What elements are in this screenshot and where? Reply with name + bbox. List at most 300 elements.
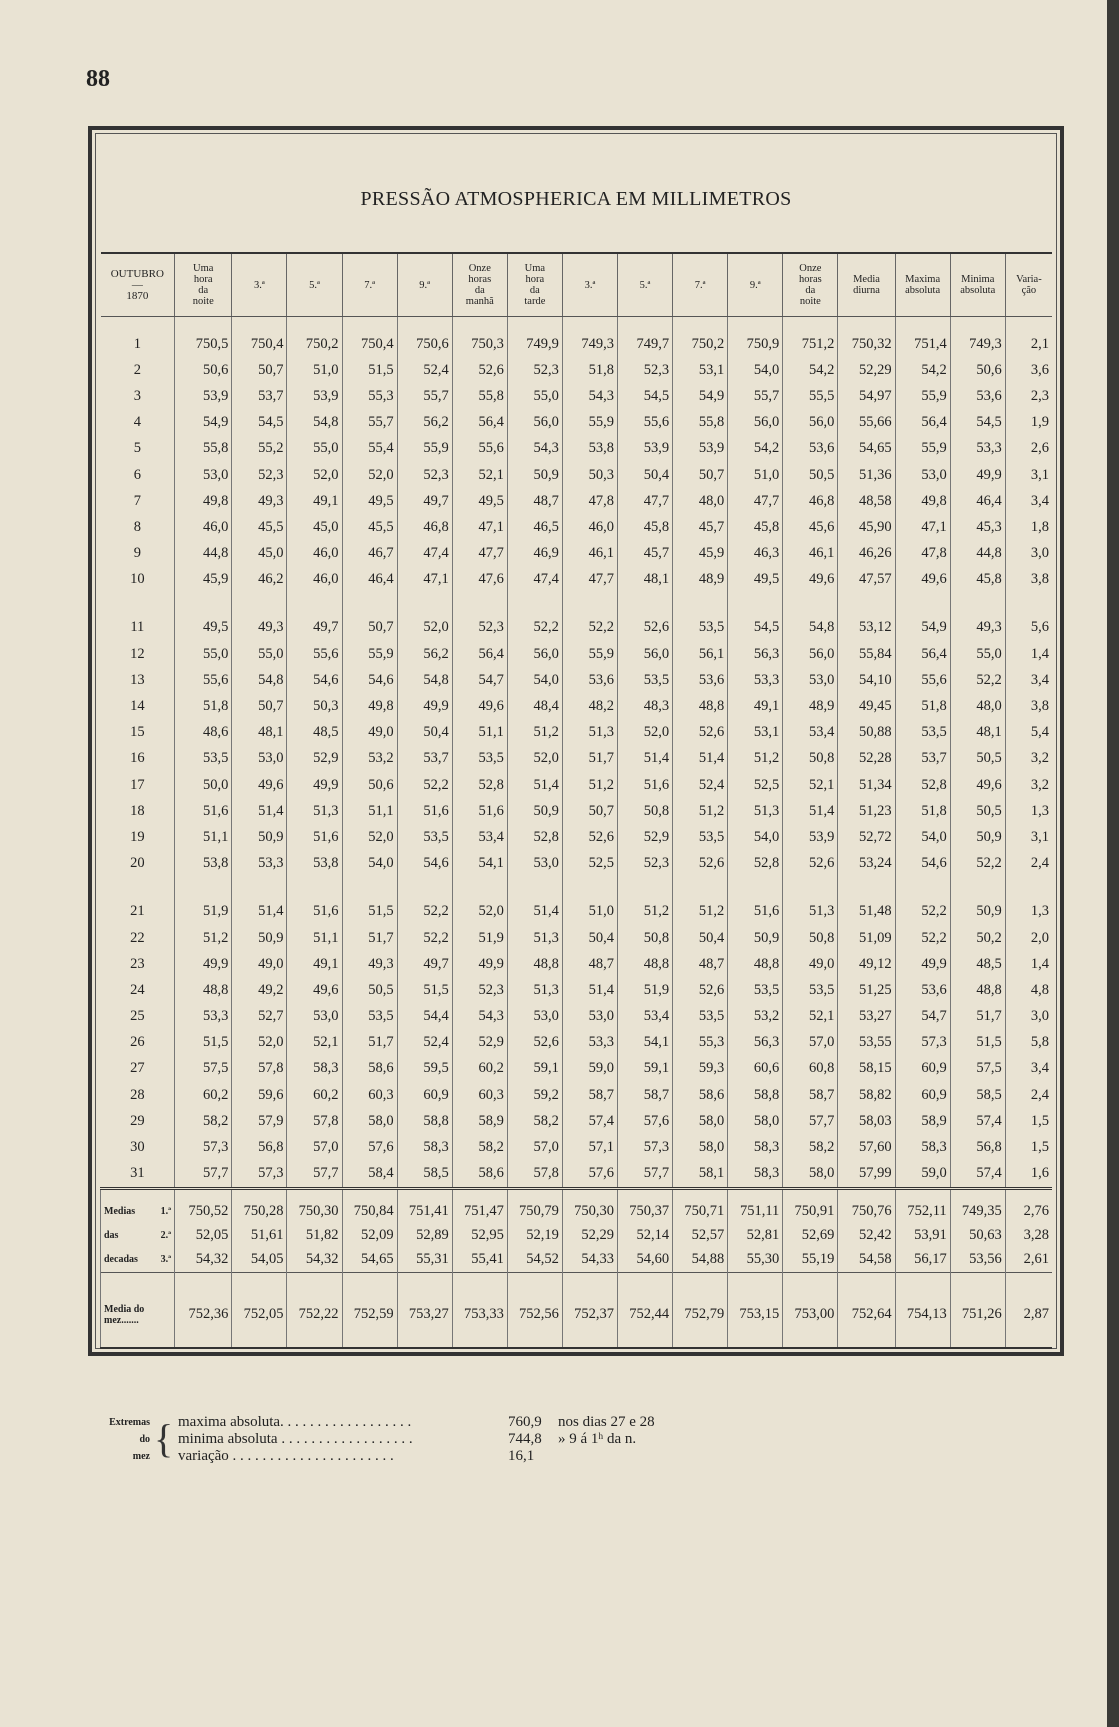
value-cell: 57,7 xyxy=(175,1161,232,1189)
decade-value-cell: 3,28 xyxy=(1005,1224,1052,1248)
value-cell: 51,6 xyxy=(287,877,342,925)
value-cell: 49,3 xyxy=(232,593,287,641)
value-cell: 58,6 xyxy=(452,1161,507,1189)
extreme-label: minima absoluta . . . . . . . . . . . . . . . . . . xyxy=(178,1431,413,1447)
day-cell: 18 xyxy=(130,802,145,819)
decade-value-cell: 54,88 xyxy=(673,1248,728,1273)
value-cell: 60,2 xyxy=(287,1082,342,1108)
value-cell: 54,0 xyxy=(728,357,783,383)
value-cell: 57,9 xyxy=(232,1108,287,1134)
value-cell: 48,5 xyxy=(950,951,1005,977)
value-cell: 57,4 xyxy=(950,1161,1005,1189)
value-cell: 55,3 xyxy=(673,1030,728,1056)
value-cell: 52,3 xyxy=(232,462,287,488)
extreme-value: 16,1 xyxy=(508,1448,535,1464)
value-cell: 46,2 xyxy=(232,567,287,593)
book-edge xyxy=(1107,0,1119,1727)
column-header-line: Onze xyxy=(468,263,491,274)
value-cell: 54,5 xyxy=(728,593,783,641)
table-row xyxy=(101,877,1053,925)
value-cell: 53,27 xyxy=(838,1004,895,1030)
table-row xyxy=(101,410,1053,436)
value-cell: 58,7 xyxy=(783,1082,838,1108)
value-cell: 750,5 xyxy=(175,317,232,358)
value-cell: 56,8 xyxy=(950,1134,1005,1160)
value-cell: 60,9 xyxy=(895,1056,950,1082)
value-cell: 58,2 xyxy=(507,1108,562,1134)
value-cell: 59,0 xyxy=(895,1161,950,1189)
decade-value-cell: 53,56 xyxy=(950,1248,1005,1273)
day-cell: 25 xyxy=(130,1008,145,1025)
value-cell: 51,3 xyxy=(783,877,838,925)
value-cell: 53,3 xyxy=(728,667,783,693)
column-header-line: hora xyxy=(525,274,545,285)
value-cell: 50,5 xyxy=(950,798,1005,824)
column-header-line: Uma xyxy=(524,263,546,274)
column-header-line: Media xyxy=(853,274,880,285)
value-cell: 54,6 xyxy=(342,667,397,693)
value-cell: 50,7 xyxy=(562,798,617,824)
value-cell: 53,6 xyxy=(950,383,1005,409)
value-cell: 56,8 xyxy=(232,1134,287,1160)
extreme-row xyxy=(178,1431,636,1448)
decade-value-cell: 52,42 xyxy=(838,1224,895,1248)
value-cell: 49,6 xyxy=(287,977,342,1003)
value-cell: 49,5 xyxy=(175,593,232,641)
value-cell: 52,2 xyxy=(397,772,452,798)
value-cell: 52,0 xyxy=(342,824,397,850)
decade-label-cell xyxy=(101,1224,175,1248)
day-cell: 28 xyxy=(130,1086,145,1103)
value-cell: 50,3 xyxy=(562,462,617,488)
value-cell: 3,6 xyxy=(1005,357,1052,383)
column-header-line: horas xyxy=(798,274,822,285)
value-cell: 46,3 xyxy=(728,541,783,567)
decade-value-cell: 752,11 xyxy=(895,1188,950,1224)
decade-side-text: Medias xyxy=(104,1206,136,1218)
table-row xyxy=(101,593,1053,641)
value-cell: 52,5 xyxy=(728,772,783,798)
value-cell: 53,2 xyxy=(728,1004,783,1030)
column-header-line: absoluta xyxy=(905,285,941,296)
value-cell: 54,0 xyxy=(728,824,783,850)
value-cell: 56,0 xyxy=(728,410,783,436)
value-cell: 56,4 xyxy=(895,641,950,667)
month-mean-cell: 751,26 xyxy=(950,1272,1005,1348)
value-cell: 55,7 xyxy=(342,410,397,436)
value-cell: 58,7 xyxy=(618,1082,673,1108)
value-cell: 51,8 xyxy=(562,357,617,383)
day-cell: 10 xyxy=(130,571,145,588)
value-cell: 52,6 xyxy=(673,720,728,746)
value-cell: 1,4 xyxy=(1005,951,1052,977)
value-cell: 53,5 xyxy=(452,746,507,772)
column-header-line: 5.ª xyxy=(639,279,651,291)
value-cell: 51,4 xyxy=(562,977,617,1003)
value-cell: 58,3 xyxy=(397,1134,452,1160)
value-cell: 53,0 xyxy=(507,1004,562,1030)
value-cell: 49,9 xyxy=(452,951,507,977)
value-cell: 52,8 xyxy=(507,824,562,850)
value-cell: 50,88 xyxy=(838,720,895,746)
value-cell: 51,2 xyxy=(728,746,783,772)
table-row xyxy=(101,925,1053,951)
value-cell: 51,4 xyxy=(673,746,728,772)
value-cell: 51,0 xyxy=(728,462,783,488)
value-cell: 51,6 xyxy=(397,798,452,824)
month-mean-cell: 753,00 xyxy=(783,1272,838,1348)
month-mean-label-line: Media do xyxy=(104,1303,145,1315)
month-mean-label xyxy=(101,1272,175,1348)
value-cell: 48,0 xyxy=(673,488,728,514)
value-cell: 51,4 xyxy=(507,877,562,925)
value-cell: 53,0 xyxy=(232,746,287,772)
value-cell: 1,5 xyxy=(1005,1134,1052,1160)
value-cell: 49,5 xyxy=(452,488,507,514)
value-cell: 57,5 xyxy=(950,1056,1005,1082)
value-cell: 51,4 xyxy=(618,746,673,772)
value-cell: 54,6 xyxy=(895,851,950,877)
value-cell: 56,2 xyxy=(397,410,452,436)
value-cell: 58,8 xyxy=(397,1108,452,1134)
day-cell: 30 xyxy=(130,1139,145,1156)
value-cell: 4,8 xyxy=(1005,977,1052,1003)
value-cell: 52,1 xyxy=(783,772,838,798)
extreme-note: » 9 á 1ʰ da n. xyxy=(558,1431,637,1447)
table-row xyxy=(101,383,1053,409)
value-cell: 2,3 xyxy=(1005,383,1052,409)
value-cell: 60,3 xyxy=(452,1082,507,1108)
value-cell: 45,5 xyxy=(232,514,287,540)
value-cell: 50,8 xyxy=(618,925,673,951)
value-cell: 58,0 xyxy=(728,1108,783,1134)
value-cell: 49,45 xyxy=(838,693,895,719)
column-header xyxy=(287,253,342,317)
decade-side-text: das xyxy=(104,1230,119,1242)
value-cell: 58,2 xyxy=(452,1134,507,1160)
value-cell: 58,3 xyxy=(728,1161,783,1189)
day-cell: 8 xyxy=(133,518,141,535)
value-cell: 57,4 xyxy=(950,1108,1005,1134)
decade-value-cell: 52,29 xyxy=(562,1224,617,1248)
value-cell: 56,4 xyxy=(895,410,950,436)
value-cell: 48,1 xyxy=(618,567,673,593)
column-header-line: noite xyxy=(799,296,821,307)
extremes-side-label xyxy=(98,1414,150,1465)
value-cell: 52,1 xyxy=(452,462,507,488)
decade-value-cell: 52,09 xyxy=(342,1224,397,1248)
value-cell: 54,9 xyxy=(175,410,232,436)
value-cell: 54,10 xyxy=(838,667,895,693)
value-cell: 52,72 xyxy=(838,824,895,850)
day-cell: 22 xyxy=(130,929,145,946)
value-cell: 54,2 xyxy=(783,357,838,383)
value-cell: 55,9 xyxy=(562,641,617,667)
value-cell: 50,9 xyxy=(507,798,562,824)
value-cell: 52,6 xyxy=(673,851,728,877)
month-mean-cell: 752,56 xyxy=(507,1272,562,1348)
value-cell: 49,5 xyxy=(342,488,397,514)
decade-value-cell: 751,11 xyxy=(728,1188,783,1224)
column-header xyxy=(397,253,452,317)
value-cell: 51,5 xyxy=(175,1030,232,1056)
value-cell: 53,9 xyxy=(673,436,728,462)
decade-value-cell: 55,30 xyxy=(728,1248,783,1273)
value-cell: 51,09 xyxy=(838,925,895,951)
value-cell: 50,0 xyxy=(175,772,232,798)
extremes-side-line: Extremas xyxy=(109,1417,150,1428)
extremes-side-line: mez xyxy=(132,1451,150,1462)
value-cell: 59,3 xyxy=(673,1056,728,1082)
value-cell: 52,6 xyxy=(562,824,617,850)
value-cell: 49,2 xyxy=(232,977,287,1003)
day-cell: 20 xyxy=(130,855,145,872)
value-cell: 55,0 xyxy=(507,383,562,409)
value-cell: 47,1 xyxy=(452,514,507,540)
value-cell: 58,4 xyxy=(342,1161,397,1189)
value-cell: 48,9 xyxy=(783,693,838,719)
value-cell: 56,2 xyxy=(397,641,452,667)
decade-value-cell: 750,52 xyxy=(175,1188,232,1224)
column-header-line: diurna xyxy=(853,285,880,296)
decade-value-cell: 54,32 xyxy=(175,1248,232,1273)
value-cell: 57,8 xyxy=(287,1108,342,1134)
table-row xyxy=(101,317,1053,358)
value-cell: 52,9 xyxy=(287,746,342,772)
column-header-line: 5.ª xyxy=(309,279,320,291)
value-cell: 46,26 xyxy=(838,541,895,567)
value-cell: 49,0 xyxy=(783,951,838,977)
decade-value-cell: 54,65 xyxy=(342,1248,397,1273)
extremes-side-line: do xyxy=(139,1434,150,1445)
table-row xyxy=(101,746,1053,772)
value-cell: 48,8 xyxy=(507,951,562,977)
decade-value-cell: 52,89 xyxy=(397,1224,452,1248)
day-cell: 7 xyxy=(133,492,141,509)
decade-value-cell: 55,41 xyxy=(452,1248,507,1273)
column-header-line: 3.ª xyxy=(584,279,596,291)
value-cell: 55,8 xyxy=(673,410,728,436)
header-month-line: 1870 xyxy=(126,289,149,302)
value-cell: 59,6 xyxy=(232,1082,287,1108)
table-row xyxy=(101,1056,1053,1082)
value-cell: 50,5 xyxy=(950,746,1005,772)
value-cell: 51,6 xyxy=(175,798,232,824)
value-cell: 1,3 xyxy=(1005,877,1052,925)
value-cell: 51,6 xyxy=(452,798,507,824)
value-cell: 49,7 xyxy=(397,951,452,977)
extremes-brace: { xyxy=(154,1416,174,1461)
value-cell: 59,1 xyxy=(618,1056,673,1082)
day-cell: 4 xyxy=(133,414,141,431)
value-cell: 50,2 xyxy=(950,925,1005,951)
value-cell: 53,5 xyxy=(783,977,838,1003)
value-cell: 57,0 xyxy=(507,1134,562,1160)
value-cell: 47,7 xyxy=(452,541,507,567)
decade-value-cell: 54,60 xyxy=(618,1248,673,1273)
value-cell: 53,4 xyxy=(452,824,507,850)
value-cell: 51,8 xyxy=(175,693,232,719)
value-cell: 50,9 xyxy=(950,877,1005,925)
value-cell: 749,3 xyxy=(950,317,1005,358)
value-cell: 56,4 xyxy=(452,410,507,436)
value-cell: 52,3 xyxy=(507,357,562,383)
table-row xyxy=(101,541,1053,567)
value-cell: 55,7 xyxy=(728,383,783,409)
value-cell: 51,25 xyxy=(838,977,895,1003)
value-cell: 50,7 xyxy=(232,693,287,719)
value-cell: 51,2 xyxy=(673,877,728,925)
value-cell: 48,5 xyxy=(287,720,342,746)
value-cell: 750,2 xyxy=(673,317,728,358)
value-cell: 50,8 xyxy=(618,798,673,824)
value-cell: 55,6 xyxy=(618,410,673,436)
value-cell: 47,57 xyxy=(838,567,895,593)
table-row xyxy=(101,977,1053,1003)
table-row xyxy=(101,951,1053,977)
decade-value-cell: 54,32 xyxy=(287,1248,342,1273)
value-cell: 46,8 xyxy=(397,514,452,540)
value-cell: 47,4 xyxy=(507,567,562,593)
value-cell: 51,3 xyxy=(507,977,562,1003)
value-cell: 48,0 xyxy=(950,693,1005,719)
value-cell: 57,6 xyxy=(618,1108,673,1134)
value-cell: 751,4 xyxy=(895,317,950,358)
value-cell: 57,4 xyxy=(562,1108,617,1134)
value-cell: 49,3 xyxy=(232,488,287,514)
value-cell: 58,0 xyxy=(783,1161,838,1189)
value-cell: 50,6 xyxy=(342,772,397,798)
value-cell: 5,4 xyxy=(1005,720,1052,746)
value-cell: 54,9 xyxy=(895,593,950,641)
value-cell: 53,55 xyxy=(838,1030,895,1056)
value-cell: 51,6 xyxy=(728,877,783,925)
value-cell: 57,3 xyxy=(175,1134,232,1160)
value-cell: 57,3 xyxy=(895,1030,950,1056)
value-cell: 51,2 xyxy=(562,772,617,798)
table-row xyxy=(101,1134,1053,1160)
day-cell: 16 xyxy=(130,750,145,767)
value-cell: 48,7 xyxy=(673,951,728,977)
value-cell: 51,3 xyxy=(728,798,783,824)
value-cell: 51,7 xyxy=(562,746,617,772)
value-cell: 53,3 xyxy=(950,436,1005,462)
value-cell: 49,8 xyxy=(895,488,950,514)
value-cell: 750,2 xyxy=(287,317,342,358)
value-cell: 52,0 xyxy=(397,593,452,641)
value-cell: 46,0 xyxy=(175,514,232,540)
decade-value-cell: 52,69 xyxy=(783,1224,838,1248)
value-cell: 47,1 xyxy=(397,567,452,593)
value-cell: 49,0 xyxy=(342,720,397,746)
value-cell: 51,5 xyxy=(342,877,397,925)
value-cell: 750,9 xyxy=(728,317,783,358)
value-cell: 57,5 xyxy=(175,1056,232,1082)
decade-number: 3.ª xyxy=(160,1254,172,1266)
value-cell: 49,12 xyxy=(838,951,895,977)
value-cell: 52,2 xyxy=(895,925,950,951)
column-header-line: 9.ª xyxy=(749,279,761,291)
table-row xyxy=(101,462,1053,488)
decade-value-cell: 750,76 xyxy=(838,1188,895,1224)
value-cell: 57,8 xyxy=(232,1056,287,1082)
value-cell: 52,28 xyxy=(838,746,895,772)
value-cell: 51,7 xyxy=(950,1004,1005,1030)
value-cell: 44,8 xyxy=(950,541,1005,567)
value-cell: 59,1 xyxy=(507,1056,562,1082)
value-cell: 47,7 xyxy=(562,567,617,593)
month-mean-cell: 752,36 xyxy=(175,1272,232,1348)
value-cell: 54,6 xyxy=(287,667,342,693)
day-cell: 26 xyxy=(130,1034,145,1051)
value-cell: 46,0 xyxy=(562,514,617,540)
value-cell: 49,8 xyxy=(175,488,232,514)
column-header xyxy=(232,253,287,317)
column-header-line: 9.ª xyxy=(419,279,431,291)
value-cell: 45,90 xyxy=(838,514,895,540)
day-cell: 6 xyxy=(133,466,141,483)
column-header xyxy=(950,253,1005,317)
value-cell: 51,6 xyxy=(618,772,673,798)
value-cell: 56,0 xyxy=(783,410,838,436)
value-cell: 46,1 xyxy=(562,541,617,567)
page-number: 88 xyxy=(86,66,110,92)
month-mean-cell: 752,59 xyxy=(342,1272,397,1348)
value-cell: 46,8 xyxy=(783,488,838,514)
value-cell: 51,4 xyxy=(232,877,287,925)
value-cell: 52,1 xyxy=(287,1030,342,1056)
value-cell: 1,5 xyxy=(1005,1108,1052,1134)
value-cell: 56,1 xyxy=(673,641,728,667)
value-cell: 52,1 xyxy=(783,1004,838,1030)
value-cell: 56,0 xyxy=(618,641,673,667)
value-cell: 749,7 xyxy=(618,317,673,358)
value-cell: 48,7 xyxy=(562,951,617,977)
column-header-line: 7.ª xyxy=(364,279,375,291)
extreme-label: maxima absoluta. . . . . . . . . . . . . . . . . . xyxy=(178,1414,412,1430)
value-cell: 60,8 xyxy=(783,1056,838,1082)
value-cell: 57,60 xyxy=(838,1134,895,1160)
day-cell: 2 xyxy=(133,361,141,378)
value-cell: 53,5 xyxy=(673,824,728,850)
month-mean-cell: 752,05 xyxy=(232,1272,287,1348)
value-cell: 52,6 xyxy=(673,977,728,1003)
day-cell: 29 xyxy=(130,1112,145,1129)
value-cell: 55,3 xyxy=(342,383,397,409)
value-cell: 44,8 xyxy=(175,541,232,567)
decade-value-cell: 750,28 xyxy=(232,1188,287,1224)
value-cell: 53,12 xyxy=(838,593,895,641)
value-cell: 51,0 xyxy=(562,877,617,925)
value-cell: 45,8 xyxy=(618,514,673,540)
value-cell: 1,6 xyxy=(1005,1161,1052,1189)
value-cell: 52,2 xyxy=(562,593,617,641)
value-cell: 52,0 xyxy=(618,720,673,746)
value-cell: 2,4 xyxy=(1005,1082,1052,1108)
value-cell: 58,7 xyxy=(562,1082,617,1108)
value-cell: 54,5 xyxy=(232,410,287,436)
value-cell: 58,3 xyxy=(728,1134,783,1160)
value-cell: 53,24 xyxy=(838,851,895,877)
value-cell: 53,9 xyxy=(175,383,232,409)
value-cell: 52,6 xyxy=(783,851,838,877)
column-header xyxy=(1005,253,1052,317)
value-cell: 749,3 xyxy=(562,317,617,358)
column-header xyxy=(507,253,562,317)
value-cell: 55,6 xyxy=(287,641,342,667)
value-cell: 57,3 xyxy=(618,1134,673,1160)
value-cell: 56,0 xyxy=(783,641,838,667)
